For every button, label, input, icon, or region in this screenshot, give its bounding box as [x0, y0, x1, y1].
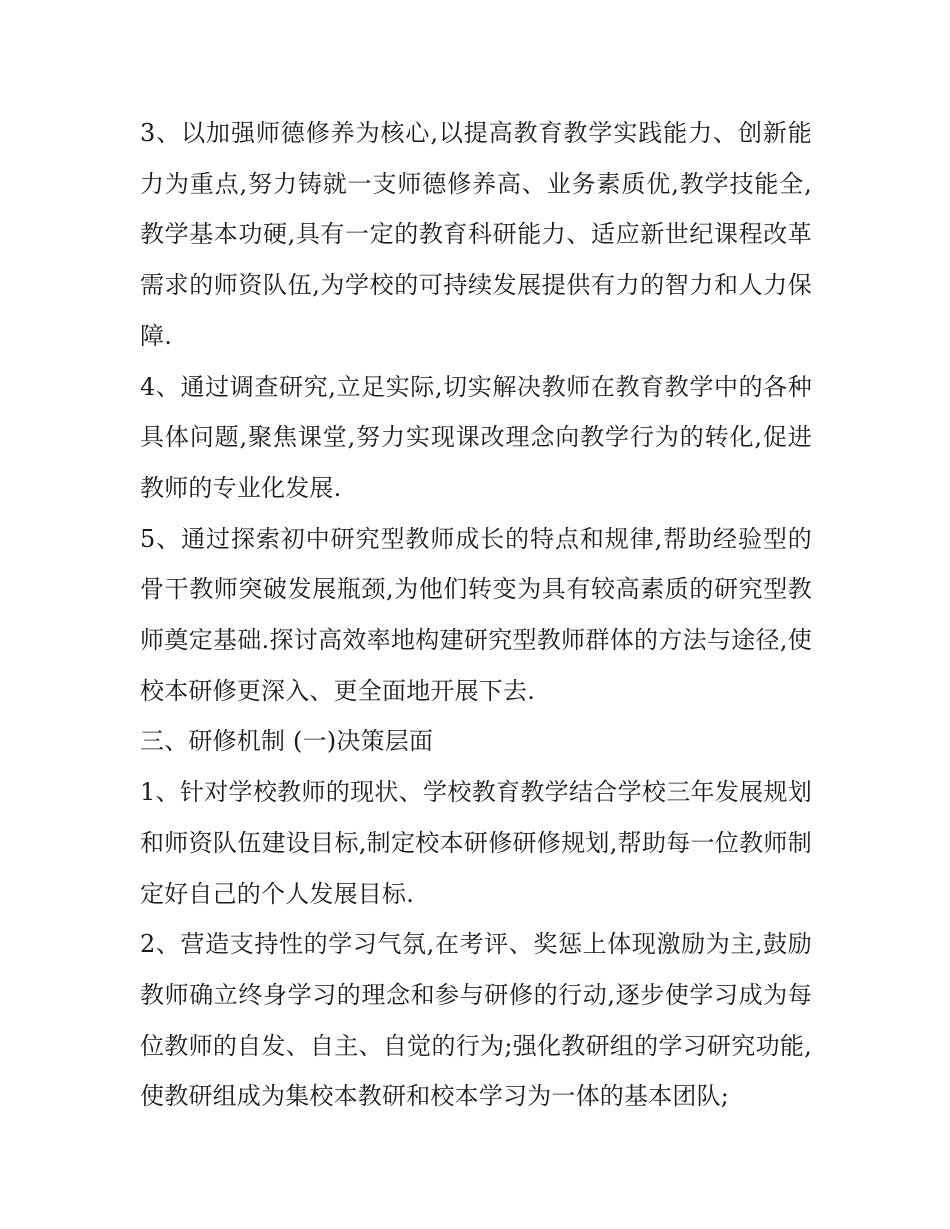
paragraph-goal-4: 4、通过调查研究,立足实际,切实解决教师在教育教学中的各种具体问题,聚焦课堂,努力实现课改理念向教学行为的转化,促进教师的专业化发展. [140, 372, 812, 502]
paragraph-goal-5: 5、通过探索初中研究型教师成长的特点和规律,帮助经验型的骨干教师突破发展瓶颈,为他们转变为具有较高素质的研究型教师奠定基础.探讨高效率地构建研究型教师群体的方法与途径,使校本研修更深入、更全面地开展下去. [140, 524, 812, 705]
paragraph-mechanism-1: 1、针对学校教师的现状、学校教育教学结合学校三年发展规划和师资队伍建设目标,制定校本研修研修规划,帮助每一位教师制定好自己的个人发展目标. [140, 778, 812, 908]
paragraph-mechanism-2: 2、营造支持性的学习气氛,在考评、奖惩上体现激励为主,鼓励教师确立终身学习的理念和参与研修的行动,逐步使学习成为每位教师的自发、自主、自觉的行为;强化教研组的学习研究功能,使教研组成为集校本教研和校本学习为一体的基本团队; [140, 930, 812, 1111]
section-heading-mechanism: 三、研修机制 (一)决策层面 [140, 727, 434, 756]
document-body [140, 108, 812, 1122]
paragraph-goal-3: 3、以加强师德修养为核心,以提高教育教学实践能力、创新能力为重点,努力铸就一支师德修养高、业务素质优,教学技能全,教学基本功硬,具有一定的教育科研能力、适应新世纪课程改革需求的师资队伍,为学校的可持续发展提供有力的智力和人力保障. [140, 119, 812, 350]
